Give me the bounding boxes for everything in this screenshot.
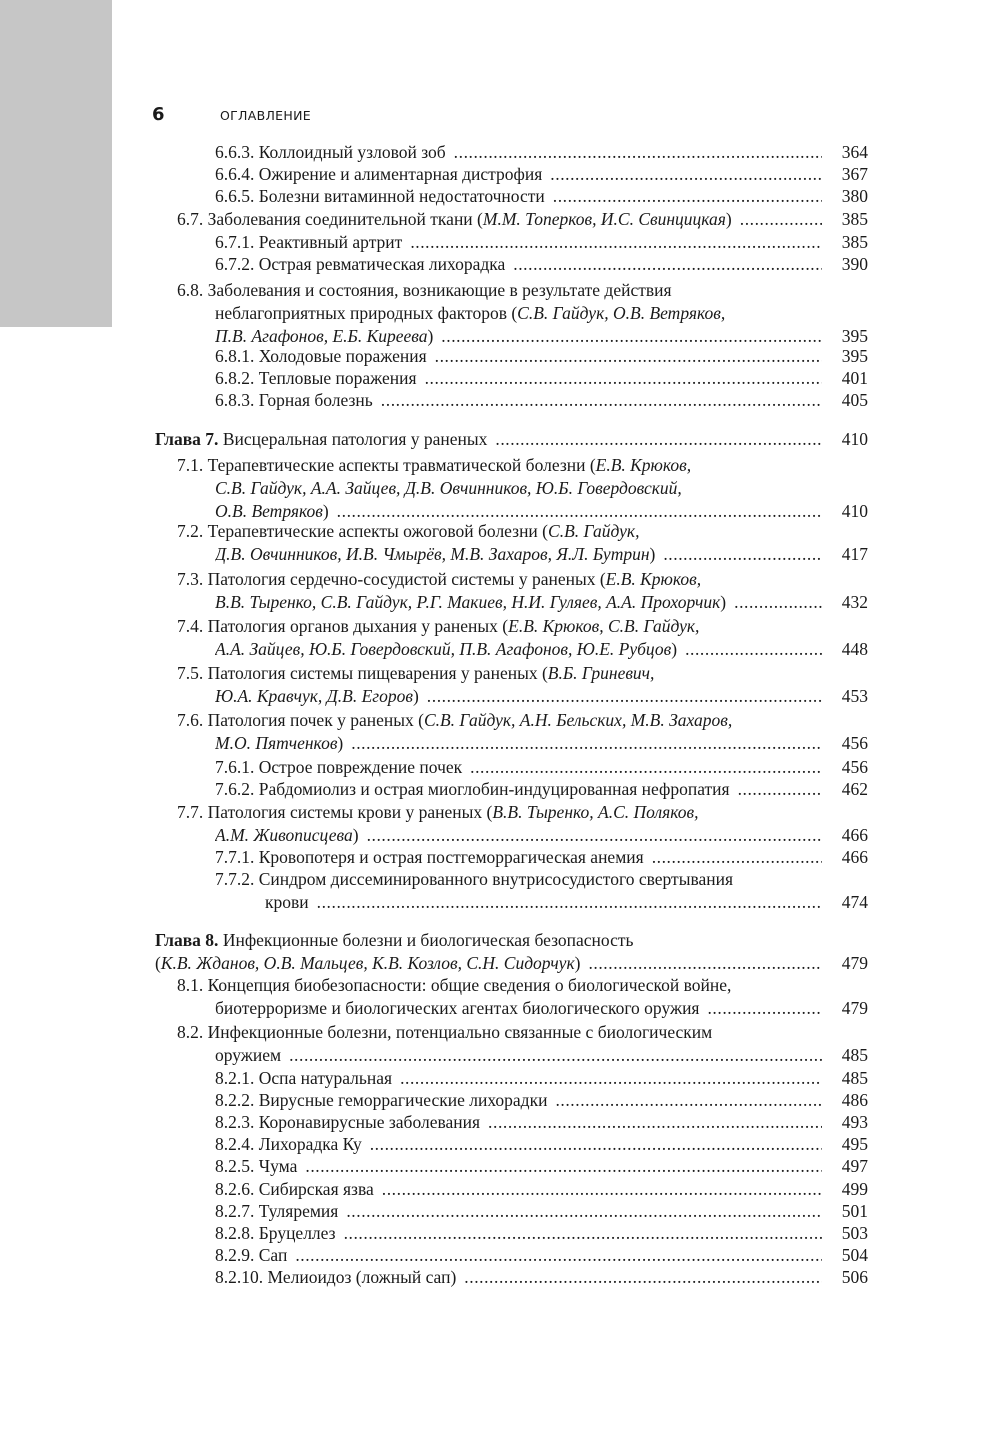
toc-page-number: 501 xyxy=(841,1201,868,1221)
toc-entry-text xyxy=(215,185,828,207)
toc-page-number: 395 xyxy=(841,326,868,346)
authors: О.В. Ветряков xyxy=(215,501,323,521)
dot-leader xyxy=(289,1044,822,1066)
entry-title-text: оружием xyxy=(215,1045,282,1065)
toc-entry xyxy=(215,1222,868,1244)
toc-page-number: 432 xyxy=(841,592,868,612)
toc-entry-text xyxy=(215,1244,828,1266)
chapter-label: Глава 7. xyxy=(155,429,219,449)
dot-leader xyxy=(382,1178,822,1200)
entry-title-text: 8.2.9. Сап xyxy=(215,1245,288,1265)
toc-entry-title xyxy=(215,367,417,389)
page-number: 6 xyxy=(152,104,165,125)
toc-page-number: 466 xyxy=(841,847,868,867)
toc-entry-title xyxy=(215,824,359,846)
toc-entry-line xyxy=(177,1021,868,1043)
toc-entry-text xyxy=(215,1178,828,1200)
dot-leader xyxy=(685,638,822,660)
toc-entry-title xyxy=(215,638,677,660)
toc-entry-text xyxy=(215,868,733,890)
toc-entry-line xyxy=(177,454,868,476)
toc-entry-text xyxy=(177,801,698,823)
toc-entry-title xyxy=(177,1022,712,1042)
toc-entry-text xyxy=(215,325,828,347)
toc-entry xyxy=(215,1089,868,1111)
toc-entry-title xyxy=(215,756,462,778)
toc-entry-title xyxy=(215,1044,281,1066)
closing-paren: ) xyxy=(412,686,419,706)
toc-page-number: 485 xyxy=(841,1068,868,1088)
dot-leader xyxy=(652,846,822,868)
dot-leader xyxy=(344,1222,822,1244)
toc-entry-title xyxy=(215,1089,547,1111)
entry-title-text: 7.6. Патология почек у раненых ( xyxy=(177,710,424,730)
toc-entry-text xyxy=(215,1155,828,1177)
entry-title-text: 8.1. Концепция биобезопасности: общие сведения о биологической войне, xyxy=(177,975,732,995)
dot-leader xyxy=(488,1111,822,1133)
toc-entry-title xyxy=(215,478,682,498)
toc-entry-title xyxy=(215,846,644,868)
toc-entry-title xyxy=(215,1111,480,1133)
toc-entry-title xyxy=(215,1222,336,1244)
authors: А.А. Зайцев, Ю.Б. Говердовский, П.В. Агафонов, Ю.Е. Рубцов xyxy=(215,639,672,659)
toc-entry-line xyxy=(215,302,868,324)
toc-entry-text xyxy=(215,1111,828,1133)
closing-paren: ) xyxy=(322,501,329,521)
toc-entry-line xyxy=(177,520,868,542)
dot-leader xyxy=(740,208,822,230)
toc-entry-title xyxy=(215,732,343,754)
closing-paren: ) xyxy=(671,639,678,659)
entry-title-text: Инфекционные болезни и биологическая безопасность xyxy=(218,930,634,950)
toc-entry-text xyxy=(177,709,732,731)
entry-title-text: 8.2.8. Бруцеллез xyxy=(215,1223,336,1243)
entry-title-text: крови xyxy=(265,892,309,912)
authors: Ю.А. Кравчук, Д.В. Егоров xyxy=(215,686,413,706)
entry-title-text: 6.6.3. Коллоидный узловой зоб xyxy=(215,142,446,162)
dot-leader xyxy=(346,1200,822,1222)
toc-entry xyxy=(215,1155,868,1177)
toc-entry-text xyxy=(215,543,828,565)
entry-title-text: 7.3. Патология сердечно-сосудистой системы у раненых ( xyxy=(177,569,606,589)
toc-entry xyxy=(215,1067,868,1089)
toc-entry xyxy=(215,685,868,707)
dot-leader xyxy=(470,756,822,778)
closing-paren: ) xyxy=(427,326,434,346)
toc-entry-text xyxy=(215,141,828,163)
toc-entry-text xyxy=(215,638,828,660)
toc-entry-title xyxy=(215,1155,297,1177)
toc-entry xyxy=(215,141,868,163)
toc-entry-text xyxy=(155,428,828,450)
toc-entry-text xyxy=(215,591,828,613)
running-head: ОГЛАВЛЕНИЕ xyxy=(220,108,311,123)
toc-entry-title xyxy=(215,997,699,1019)
toc-entry-text xyxy=(215,824,828,846)
toc-entry-title xyxy=(215,303,725,323)
entry-title-text: 7.4. Патология органов дыхания у раненых ( xyxy=(177,616,509,636)
entry-title-text: ( xyxy=(155,953,161,973)
toc-entry-text xyxy=(215,389,828,411)
dot-leader xyxy=(337,500,822,522)
toc-entry xyxy=(215,1244,868,1266)
toc-entry-title xyxy=(215,591,726,613)
dot-leader xyxy=(410,231,822,253)
toc-page-number: 410 xyxy=(841,501,868,521)
toc-entry-title xyxy=(215,1067,392,1089)
toc-entry-title xyxy=(177,208,732,230)
dot-leader xyxy=(435,345,822,367)
toc-entry xyxy=(215,1200,868,1222)
toc-entry-text xyxy=(215,1089,828,1111)
authors: Д.В. Овчинников, И.В. Чмырёв, М.В. Захаров, Я.Л. Бутрин xyxy=(215,544,650,564)
toc-entry xyxy=(265,891,868,913)
toc-page-number: 499 xyxy=(841,1179,868,1199)
dot-leader xyxy=(588,952,822,974)
toc-entry-text xyxy=(177,974,731,996)
toc-entry-line xyxy=(177,568,868,590)
closing-paren: ) xyxy=(649,544,656,564)
toc-entry-title xyxy=(177,569,701,589)
toc-entry-title xyxy=(177,710,732,730)
toc-page-number: 364 xyxy=(841,142,868,162)
toc-entry-title xyxy=(215,500,329,522)
toc-page-number: 390 xyxy=(841,254,868,274)
toc-entry-text xyxy=(215,1067,828,1089)
toc-entry-text xyxy=(215,253,828,275)
toc-entry-line xyxy=(177,974,868,996)
entry-title-text: 6.7.2. Острая ревматическая лихорадка xyxy=(215,254,506,274)
toc-entry-text xyxy=(215,500,828,522)
toc-entry-title xyxy=(215,253,505,275)
authors: В.В. Тыренко, С.В. Гайдук, Р.Г. Макиев, Н.И. Гуляев, А.А. Прохорчик xyxy=(215,592,721,612)
toc-entry xyxy=(215,997,868,1019)
toc-entry-text xyxy=(215,732,828,754)
toc-entry-title xyxy=(155,930,634,950)
authors: М.М. Топерков, И.С. Свинцицкая xyxy=(482,209,726,229)
toc-page-number: 380 xyxy=(841,186,868,206)
dot-leader xyxy=(367,824,822,846)
dot-leader xyxy=(738,778,822,800)
toc-entry-text xyxy=(155,952,828,974)
toc-page-number: 466 xyxy=(841,825,868,845)
toc-page-number: 486 xyxy=(841,1090,868,1110)
toc-page-number: 448 xyxy=(841,639,868,659)
dot-leader xyxy=(427,685,822,707)
toc-entry-title xyxy=(215,389,373,411)
toc-page-number: 479 xyxy=(841,953,868,973)
toc-entry-text xyxy=(215,302,725,324)
toc-page-number: 405 xyxy=(841,390,868,410)
dot-leader xyxy=(495,428,822,450)
toc-entry xyxy=(215,732,868,754)
toc-entry-line xyxy=(177,279,868,301)
authors: П.В. Агафонов, Е.Б. Киреева xyxy=(215,326,428,346)
toc-entry-title xyxy=(215,1178,374,1200)
toc-entry xyxy=(215,185,868,207)
toc-page-number: 504 xyxy=(841,1245,868,1265)
toc-entry-title xyxy=(177,280,672,300)
toc-entry-title xyxy=(177,616,699,636)
dot-leader xyxy=(305,1155,822,1177)
dot-leader xyxy=(400,1067,822,1089)
toc-entry-text xyxy=(215,1133,828,1155)
entry-title-text: 7.7. Патология системы крови у раненых ( xyxy=(177,802,493,822)
toc-entry xyxy=(155,428,868,450)
toc-page-number: 410 xyxy=(841,429,868,449)
authors: Е.В. Крюков, С.В. Гайдук, xyxy=(508,616,700,636)
authors: С.В. Гайдук, А.А. Зайцев, Д.В. Овчинников, Ю.Б. Говердовский, xyxy=(215,478,682,498)
toc-entry-title xyxy=(215,869,733,889)
toc-entry xyxy=(215,1266,868,1288)
chapter-label: Глава 8. xyxy=(155,930,219,950)
toc-entry-title xyxy=(215,163,542,185)
entry-title-text: 7.2. Терапевтические аспекты ожоговой болезни ( xyxy=(177,521,549,541)
authors: А.М. Живописцева xyxy=(215,825,353,845)
toc-page-number: 479 xyxy=(841,998,868,1018)
toc-entry-text xyxy=(215,756,828,778)
entry-title-text: 8.2. Инфекционные болезни, потенциально связанные с биологическим xyxy=(177,1022,713,1042)
toc-page-number: 493 xyxy=(841,1112,868,1132)
toc-entry-text xyxy=(177,279,672,301)
authors: С.В. Гайдук, xyxy=(548,521,640,541)
toc-entry-title xyxy=(215,778,730,800)
dot-leader xyxy=(425,367,822,389)
entry-title-text: 7.6.2. Рабдомиолиз и острая миоглобин-индуцированная нефропатия xyxy=(215,779,730,799)
toc-entry xyxy=(177,208,868,230)
authors: В.Б. Гриневич, xyxy=(547,663,655,683)
dot-leader xyxy=(454,141,822,163)
toc-entry xyxy=(215,778,868,800)
entry-title-text: неблагоприятных природных факторов ( xyxy=(215,303,518,323)
toc-entry-text xyxy=(215,1200,828,1222)
toc-entry-title xyxy=(215,1266,456,1288)
entry-title-text: 7.5. Патология системы пищеварения у раненых ( xyxy=(177,663,548,683)
toc-entry-title xyxy=(265,891,309,913)
toc-page-number: 385 xyxy=(841,232,868,252)
toc-entry-text xyxy=(215,846,828,868)
entry-title-text: 8.2.2. Вирусные геморрагические лихорадки xyxy=(215,1090,548,1110)
toc-entry-text xyxy=(215,345,828,367)
toc-entry xyxy=(215,638,868,660)
toc-entry-text xyxy=(215,778,828,800)
toc-entry-line xyxy=(215,868,868,890)
toc-page-number: 495 xyxy=(841,1134,868,1154)
toc-entry xyxy=(215,756,868,778)
toc-entry-line xyxy=(177,615,868,637)
toc-entry-text xyxy=(155,929,634,951)
toc-entry-text xyxy=(215,231,828,253)
toc-page-number: 474 xyxy=(841,892,868,912)
toc-page-number: 485 xyxy=(841,1045,868,1065)
dot-leader xyxy=(707,997,822,1019)
toc-entry xyxy=(215,367,868,389)
toc-entry xyxy=(215,1111,868,1133)
toc-entry-line xyxy=(177,662,868,684)
entry-title-text: Висцеральная патология у раненых xyxy=(218,429,488,449)
dot-leader xyxy=(381,389,822,411)
entry-title-text: 6.6.4. Ожирение и алиментарная дистрофия xyxy=(215,164,543,184)
entry-title-text: 6.8. Заболевания и состояния, возникающие в результате действия xyxy=(177,280,672,300)
toc-entry-text xyxy=(177,520,639,542)
toc-entry xyxy=(215,543,868,565)
authors: К.В. Жданов, О.В. Мальцев, К.В. Козлов, С.Н. Сидорчук xyxy=(160,953,575,973)
authors: Е.В. Крюков, xyxy=(595,455,692,475)
toc-page-number: 367 xyxy=(841,164,868,184)
entry-title-text: 8.2.1. Оспа натуральная xyxy=(215,1068,393,1088)
toc-entry-title xyxy=(215,1200,338,1222)
toc-entry-text xyxy=(215,997,828,1019)
toc-entry-line xyxy=(155,929,868,951)
authors: Е.В. Крюков, xyxy=(605,569,702,589)
authors: В.В. Тыренко, А.С. Поляков, xyxy=(492,802,699,822)
closing-paren: ) xyxy=(337,733,344,753)
toc-entry xyxy=(215,846,868,868)
toc-entry-text xyxy=(265,891,828,913)
toc-page-number: 456 xyxy=(841,757,868,777)
toc-entry xyxy=(215,1178,868,1200)
entry-title-text: 8.2.4. Лихорадка Ку xyxy=(215,1134,362,1154)
toc-entry-line xyxy=(177,709,868,731)
authors: С.В. Гайдук, А.Н. Бельских, М.В. Захаров, xyxy=(423,710,733,730)
entry-title-text: 6.6.5. Болезни витаминной недостаточности xyxy=(215,186,545,206)
toc-page-number: 385 xyxy=(841,209,868,229)
toc-entry-title xyxy=(155,952,580,974)
toc-entry-title xyxy=(177,455,691,475)
toc-entry xyxy=(215,824,868,846)
dot-leader xyxy=(464,1266,822,1288)
toc-page-number: 503 xyxy=(841,1223,868,1243)
dot-leader xyxy=(317,891,822,913)
closing-paren: ) xyxy=(725,209,732,229)
toc-entry-text xyxy=(177,454,691,476)
closing-paren: ) xyxy=(352,825,359,845)
toc-entry xyxy=(215,163,868,185)
toc-entry-title xyxy=(177,802,698,822)
authors: М.О. Пятченков xyxy=(215,733,338,753)
entry-title-text: 8.2.5. Чума xyxy=(215,1156,298,1176)
entry-title-text: 8.2.7. Туляремия xyxy=(215,1201,339,1221)
toc-entry-text xyxy=(215,1222,828,1244)
toc-page-number: 453 xyxy=(841,686,868,706)
toc-entry-text xyxy=(215,367,828,389)
entry-title-text: 6.8.3. Горная болезнь xyxy=(215,390,373,410)
toc-entry-title xyxy=(215,325,433,347)
dot-leader xyxy=(441,325,822,347)
toc-entry-text xyxy=(215,685,828,707)
toc-entry-title xyxy=(177,521,639,541)
toc-entry-title xyxy=(215,185,545,207)
toc-entry-text xyxy=(215,1044,828,1066)
toc-entry-title xyxy=(215,1244,287,1266)
toc-entry-line xyxy=(215,477,868,499)
dot-leader xyxy=(513,253,822,275)
closing-paren: ) xyxy=(574,953,581,973)
toc-entry-text xyxy=(215,1266,828,1288)
toc-entry xyxy=(215,325,868,347)
toc-page-number: 462 xyxy=(841,779,868,799)
entry-title-text: 8.2.10. Мелиоидоз (ложный сап) xyxy=(215,1267,457,1287)
toc-entry xyxy=(155,952,868,974)
dot-leader xyxy=(370,1133,822,1155)
toc-entry-title xyxy=(215,543,655,565)
entry-title-text: 8.2.3. Коронавирусные заболевания xyxy=(215,1112,481,1132)
page-edge-tab xyxy=(0,0,112,327)
toc-page-number: 506 xyxy=(841,1267,868,1287)
entry-title-text: 7.6.1. Острое повреждение почек xyxy=(215,757,463,777)
toc-entry-line xyxy=(177,801,868,823)
closing-paren: ) xyxy=(720,592,727,612)
toc-entry xyxy=(215,1044,868,1066)
dot-leader xyxy=(555,1089,822,1111)
entry-title-text: 7.7.2. Синдром диссеминированного внутрисосудистого свертывания xyxy=(215,869,734,889)
toc-entry-title xyxy=(215,141,446,163)
dot-leader xyxy=(734,591,822,613)
entry-title-text: 7.7.1. Кровопотеря и острая постгеморрагическая анемия xyxy=(215,847,644,867)
toc-entry-title xyxy=(215,345,427,367)
dot-leader xyxy=(663,543,822,565)
dot-leader xyxy=(351,732,822,754)
toc-entry xyxy=(215,1133,868,1155)
toc-entry xyxy=(215,253,868,275)
toc-page-number: 497 xyxy=(841,1156,868,1176)
entry-title-text: 8.2.6. Сибирская язва xyxy=(215,1179,374,1199)
toc-entry xyxy=(215,231,868,253)
toc-entry-title xyxy=(177,975,731,995)
toc-entry-title xyxy=(215,685,419,707)
toc-entry-title xyxy=(215,231,402,253)
entry-title-text: 6.7. Заболевания соединительной ткани ( xyxy=(177,209,483,229)
toc-entry xyxy=(215,591,868,613)
toc-page-number: 401 xyxy=(841,368,868,388)
dot-leader xyxy=(550,163,822,185)
toc-entry-text xyxy=(177,208,828,230)
entry-title-text: 7.1. Терапевтические аспекты травматической болезни ( xyxy=(177,455,596,475)
entry-title-text: 6.7.1. Реактивный артрит xyxy=(215,232,403,252)
toc-entry-text xyxy=(177,662,654,684)
toc-page-number: 395 xyxy=(841,346,868,366)
dot-leader xyxy=(295,1244,822,1266)
toc-entry-text xyxy=(177,568,701,590)
toc-entry-title xyxy=(215,1133,362,1155)
toc-entry xyxy=(215,389,868,411)
toc-page-number: 417 xyxy=(841,544,868,564)
toc-entry-text xyxy=(177,615,699,637)
entry-title-text: 6.8.1. Холодовые поражения xyxy=(215,346,427,366)
toc-entry xyxy=(215,500,868,522)
toc-entry-title xyxy=(155,428,487,450)
toc-entry-text xyxy=(177,1021,712,1043)
toc-entry xyxy=(215,345,868,367)
toc-page-number: 456 xyxy=(841,733,868,753)
toc-entry-text xyxy=(215,477,682,499)
toc-entry-title xyxy=(177,663,654,683)
entry-title-text: биотерроризме и биологических агентах биологического оружия xyxy=(215,998,700,1018)
authors: С.В. Гайдук, О.В. Ветряков, xyxy=(517,303,726,323)
entry-title-text: 6.8.2. Тепловые поражения xyxy=(215,368,417,388)
toc-entry-text xyxy=(215,163,828,185)
dot-leader xyxy=(553,185,822,207)
